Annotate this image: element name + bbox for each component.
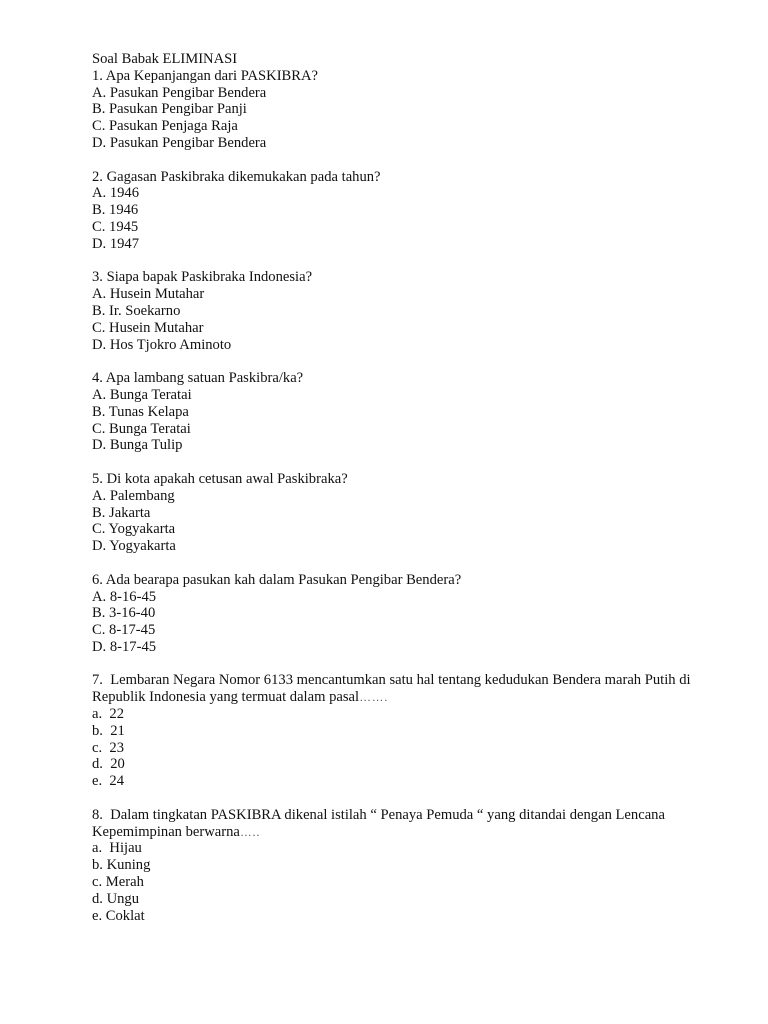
question-ellipsis: ….. (239, 824, 261, 839)
answer-option: c. 23 (92, 739, 125, 756)
question-text (92, 269, 732, 286)
answer-option: B. Tunas Kelapa (92, 403, 189, 420)
question-label: 1. Apa Kepanjangan dari PASKIBRA? (92, 67, 319, 84)
answer-option: B. Pasukan Pengibar Panji (92, 101, 247, 118)
answer-option: C. Husein Mutahar (92, 319, 204, 336)
question-block (92, 269, 732, 353)
answer-option: D. Hos Tjokro Aminoto (92, 336, 232, 353)
question-text (92, 672, 732, 706)
answer-option: c. Merah (92, 874, 144, 891)
answer-option: A. Bunga Teratai (92, 386, 192, 403)
answer-option: D. Yogyakarta (92, 538, 176, 555)
answer-option: D. 1947 (92, 235, 140, 252)
question-text (92, 169, 732, 186)
question-label: 3. Siapa bapak Paskibraka Indonesia? (92, 269, 313, 286)
answer-option: C. Pasukan Penjaga Raja (92, 118, 238, 135)
answer-option: d. Ungu (92, 890, 140, 907)
answer-option: C. 1945 (92, 218, 139, 235)
question-block (92, 169, 732, 253)
answer-option: D. 8-17-45 (92, 638, 157, 655)
answer-option: a. Hijau (92, 840, 142, 857)
question-label: 5. Di kota apakah cetusan awal Paskibraka? (92, 470, 348, 487)
question-list (92, 68, 732, 925)
answer-option: B. 1946 (92, 202, 139, 219)
question-block (92, 672, 732, 790)
answer-option: C. 8-17-45 (92, 622, 156, 639)
answer-option: A. Husein Mutahar (92, 286, 205, 303)
answer-option: e. 24 (92, 773, 125, 790)
answer-option: a. 22 (92, 706, 125, 723)
answer-option: b. Kuning (92, 857, 151, 874)
answer-option: D. Bunga Tulip (92, 437, 183, 454)
question-text (92, 68, 732, 85)
answer-option: C. Bunga Teratai (92, 420, 191, 437)
answer-option: A. Palembang (92, 487, 175, 504)
answer-option: C. Yogyakarta (92, 521, 176, 538)
answer-option: B. 3-16-40 (92, 605, 156, 622)
question-label: 8. Dalam tingkatan PASKIBRA dikenal istilah “ Penaya Pemuda “ yang ditandai dengan Lencana Kepemimpinan berwarna (92, 806, 669, 840)
question-label: 6. Ada bearapa pasukan kah dalam Pasukan Pengibar Bendera? (92, 571, 462, 588)
question-block (92, 370, 732, 454)
question-label: 4. Apa lambang satuan Paskibra/ka? (92, 370, 304, 387)
answer-option: b. 21 (92, 722, 125, 739)
question-ellipsis: ……. (359, 690, 388, 705)
answer-option: B. Ir. Soekarno (92, 302, 181, 319)
question-block (92, 807, 732, 925)
answer-option: A. 8-16-45 (92, 588, 157, 605)
document-page (92, 51, 732, 924)
question-text (92, 807, 732, 841)
question-text (92, 471, 732, 488)
question-block (92, 471, 732, 555)
answer-option: e. Coklat (92, 907, 145, 924)
question-block (92, 68, 732, 152)
answer-option: d. 20 (92, 756, 125, 773)
answer-option: A. 1946 (92, 185, 140, 202)
question-text (92, 572, 732, 589)
question-label: 2. Gagasan Paskibraka dikemukakan pada tahun? (92, 168, 381, 185)
document-title: Soal Babak ELIMINASI (92, 51, 238, 67)
question-block (92, 572, 732, 656)
answer-option: D. Pasukan Pengibar Bendera (92, 134, 267, 151)
answer-option: B. Jakarta (92, 504, 151, 521)
answer-option: A. Pasukan Pengibar Bendera (92, 84, 267, 101)
question-label: 7. Lembaran Negara Nomor 6133 mencantumkan satu hal tentang kedudukan Bendera marah Putih di Republik Indonesia yang termuat dalam pasal (92, 672, 695, 706)
question-text (92, 370, 732, 387)
